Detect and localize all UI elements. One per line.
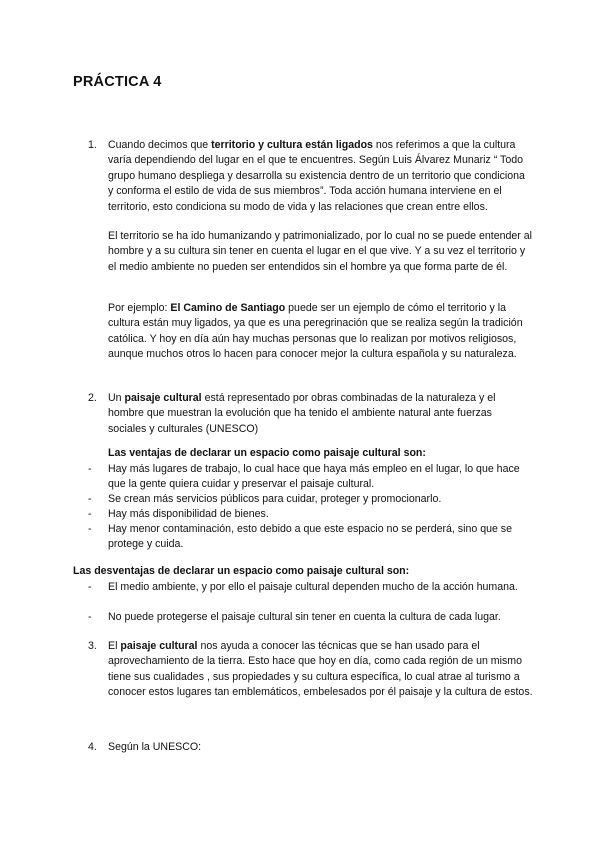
- desventajas-item-2: No puede protegerse el paisaje cultural sin tener en cuenta la cultura de cada lugar.: [108, 611, 501, 623]
- ventajas-dash-2: -: [88, 493, 92, 505]
- item-1-number: 1.: [88, 139, 97, 151]
- item-3-paragraph: [108, 639, 533, 701]
- item-2-text-rest: está representado por obras combinadas de la naturaleza y el hombre que muestran la evolución que ha tenido el ambiente natural ante fuerzas sociales y culturales (UNESCO): [108, 392, 496, 435]
- item-1-p3-bold: El Camino de Santiago: [170, 302, 286, 314]
- item-1-p3-rest: puede ser un ejemplo de cómo el territorio y la cultura están muy ligados, ya que es una peregrinación que se realiza según la tradición católica. Y hoy en día aún hay muchas personas que lo realizan por motivos religiosos, aunque muchos otros lo hacen para conocer mejor la cultura española y su naturaleza.: [108, 302, 523, 361]
- item-1-p2-text: El territorio se ha ido humanizando y patrimonializado, por lo cual no se puede entender al hombre y a su cultura sin tener en cuenta el lugar en el que vive. Y a su vez el territorio y el medio ambiente no pueden ser entendidos sin el hombre ya que forma parte de él.: [108, 230, 533, 273]
- ventajas-item-1: Hay más lugares de trabajo, lo cual hace que haya más empleo en el lugar, lo que hace que la gente quiera cuidar y preservar el paisaje cultural.: [108, 463, 520, 491]
- item-4-number: 4.: [88, 741, 97, 753]
- item-1-paragraph-3: [108, 301, 533, 363]
- ventajas-dash-3: -: [88, 508, 92, 520]
- page-title: PRÁCTICA 4: [73, 74, 162, 90]
- item-2-text-start: Un: [108, 392, 125, 404]
- desventajas-dash-1: -: [88, 581, 92, 593]
- item-1-text-start: Cuando decimos que: [108, 139, 212, 151]
- item-4-text: Según la UNESCO:: [108, 741, 202, 753]
- desventajas-dash-2: -: [88, 611, 92, 623]
- ventajas-heading: Las ventajas de declarar un espacio como paisaje cultural son:: [108, 447, 426, 459]
- item-2-bold-phrase: paisaje cultural: [124, 392, 202, 404]
- item-1-bold-phrase: territorio y cultura están ligados: [211, 139, 373, 151]
- ventajas-item-3: Hay más disponibilidad de bienes.: [108, 508, 269, 520]
- ventajas-dash-4: -: [88, 523, 92, 535]
- item-2-paragraph: [108, 391, 533, 437]
- item-1-text-rest: nos referimos a que la cultura varía dependiendo del lugar en el que te encuentres. Según Luis Álvarez Munariz “ Todo grupo humano despliega y desarrolla su existencia dentro de un territorio que condiciona y conforma el estilo de vida de sus miembros”. Toda acción humana interviene en el territorio, esto condiciona su modo de vida y las relaciones que crean entre ellos.: [108, 139, 525, 213]
- item-3-number: 3.: [88, 640, 97, 652]
- item-2-number: 2.: [88, 392, 97, 404]
- item-3-bold-phrase: paisaje cultural: [120, 640, 198, 652]
- ventajas-item-4: Hay menor contaminación, esto debido a que este espacio no se perderá, sino que se protege y cuida.: [108, 523, 512, 551]
- item-3-text-rest: nos ayuda a conocer las técnicas que se han usado para el aprovechamiento de la tierra. Esto hace que hoy en día, como cada región de un mismo tiene sus cualidades , sus propiedades y su cultura específica, lo cual atrae al turismo a conocer estos lugares tan emblemáticos, embelesados por él paisaje y la cultura de estos.: [108, 640, 533, 699]
- item-1-paragraph-2: [108, 229, 533, 275]
- item-1-p3-start: Por ejemplo:: [108, 302, 171, 314]
- desventajas-heading: Las desventajas de declarar un espacio como paisaje cultural son:: [73, 565, 410, 577]
- ventajas-dash-1: -: [88, 463, 92, 475]
- desventajas-item-1: El medio ambiente, y por ello el paisaje cultural dependen mucho de la acción humana.: [108, 581, 518, 593]
- ventajas-item-2: Se crean más servicios públicos para cuidar, proteger y promocionarlo.: [108, 493, 442, 505]
- item-1-paragraph-1: [108, 138, 533, 215]
- item-3-text-start: El: [108, 640, 121, 652]
